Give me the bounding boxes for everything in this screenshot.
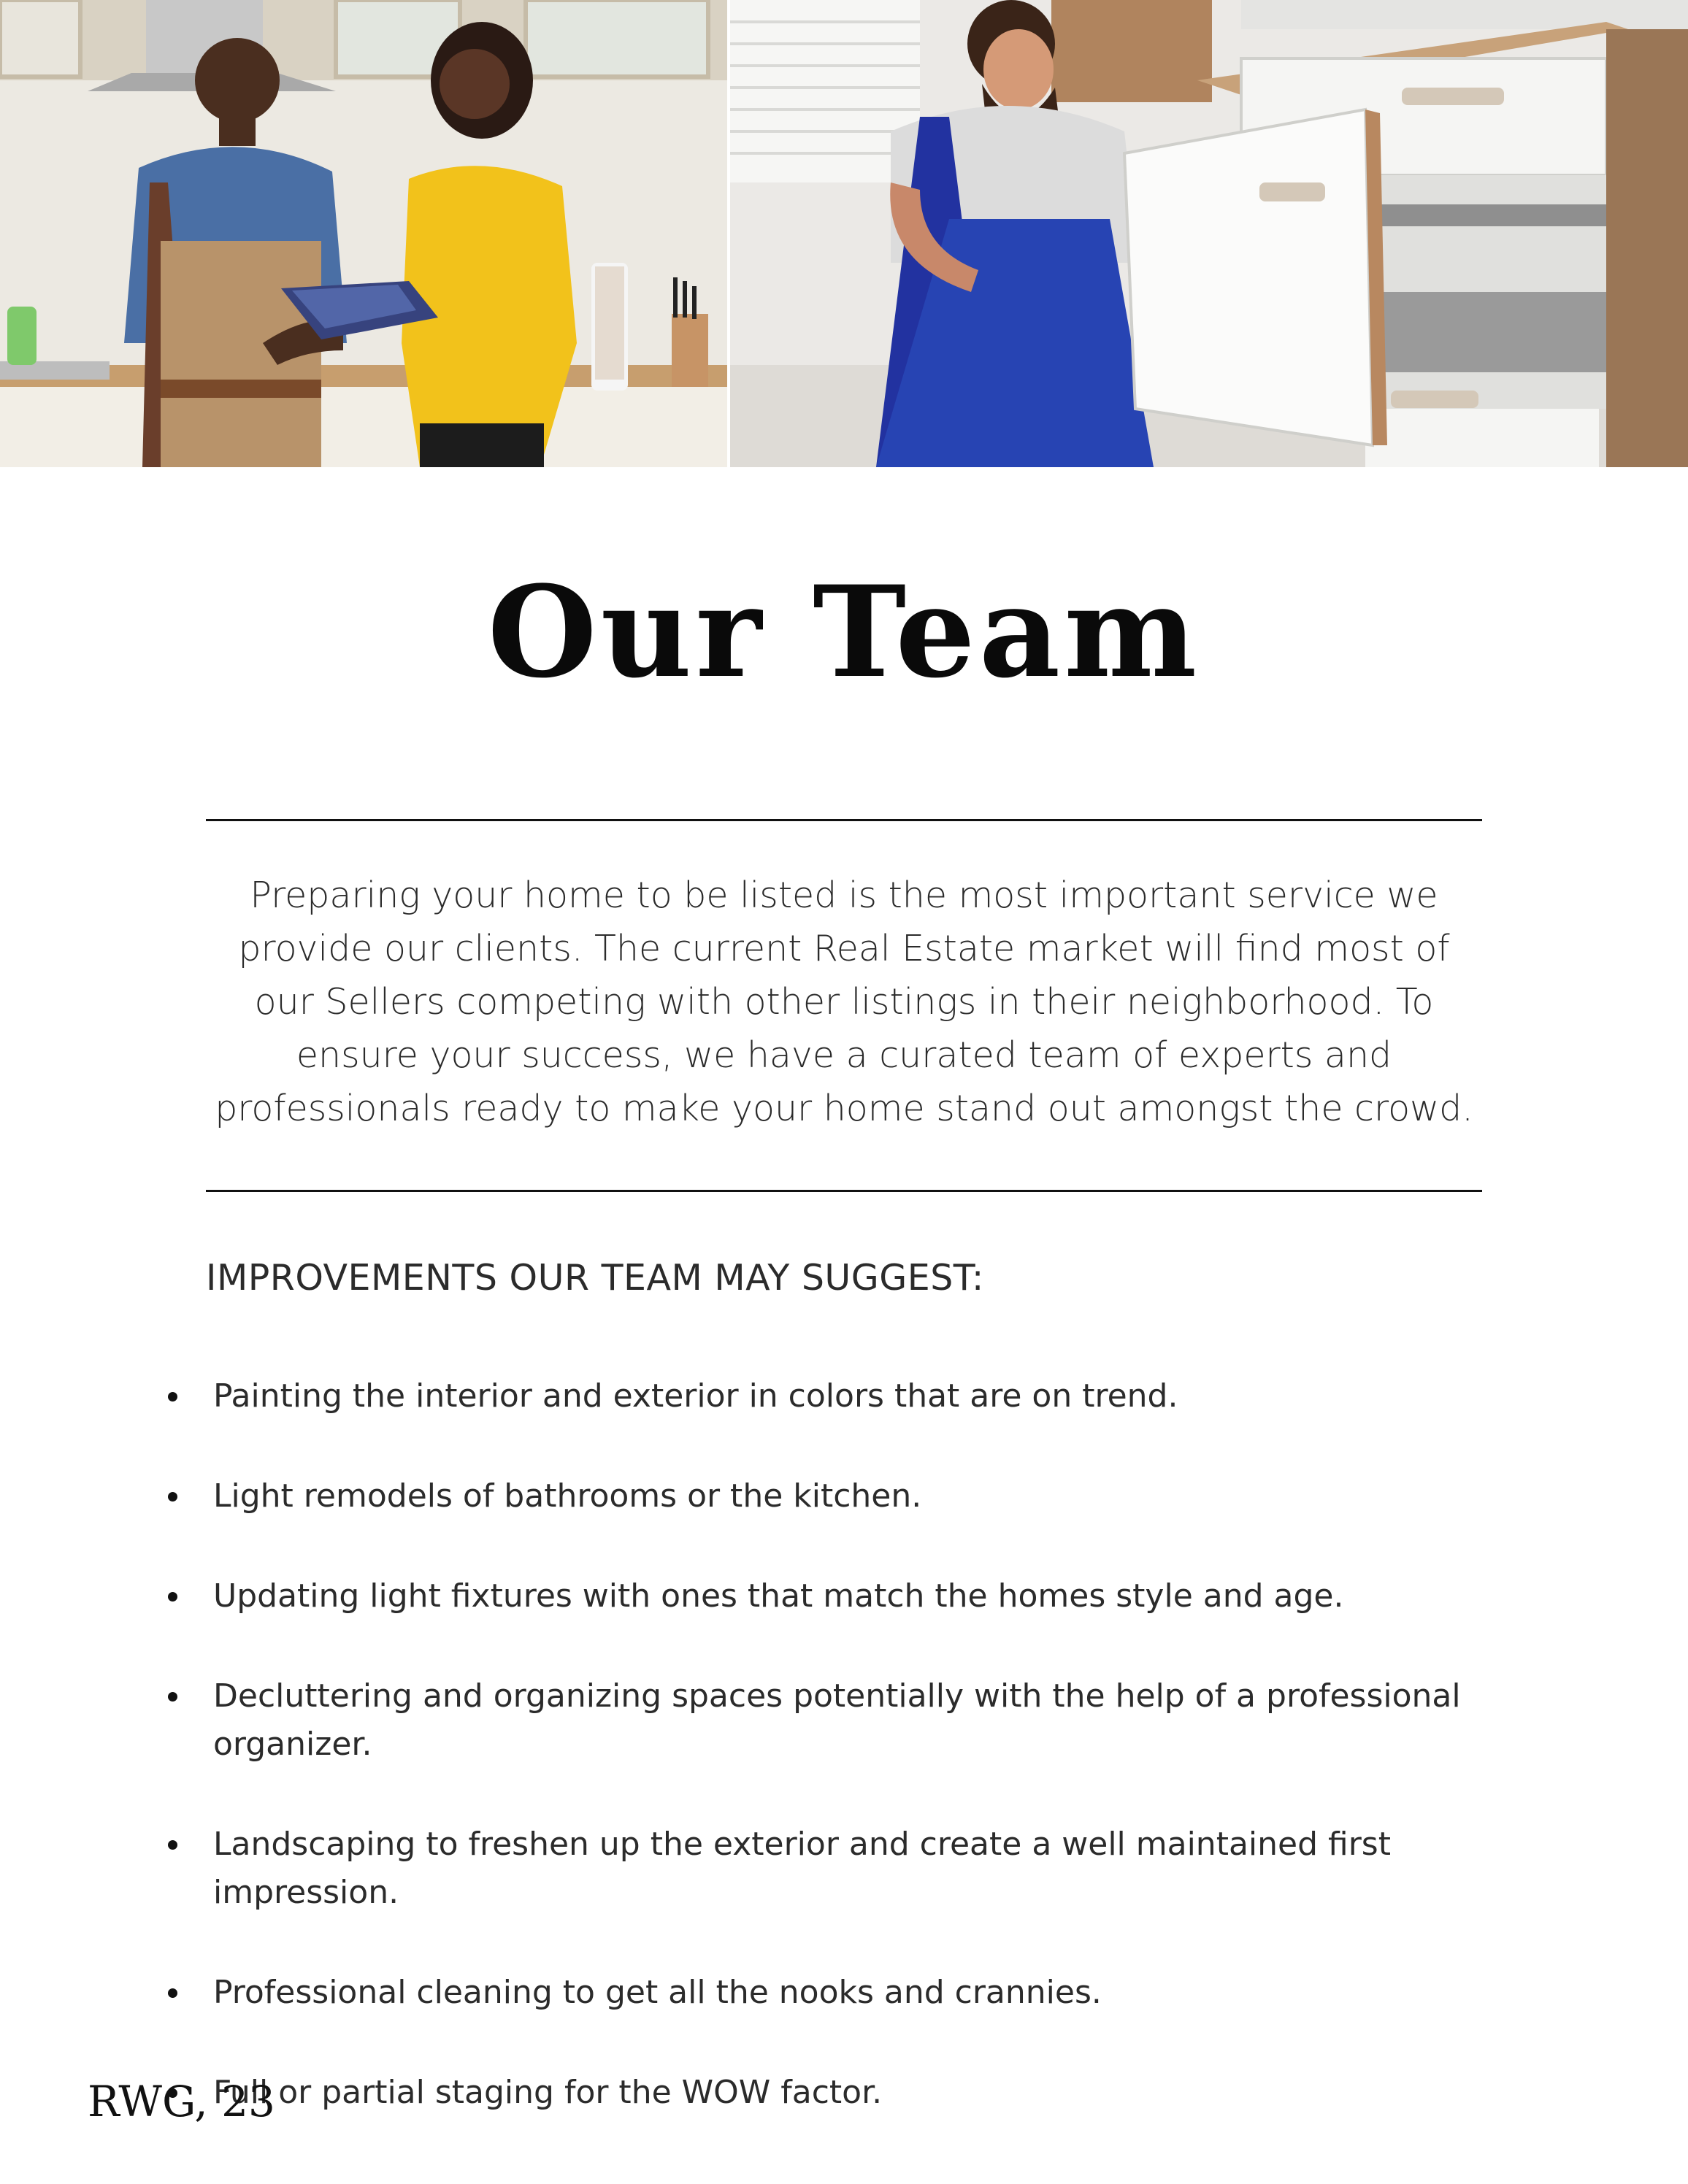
bottom-divider <box>206 1190 1482 1192</box>
list-item-text: Updating light fixtures with ones that match the homes style and age. <box>213 1577 1344 1615</box>
improvements-heading: IMPROVEMENTS OUR TEAM MAY SUGGEST: <box>206 1257 984 1299</box>
intro-paragraph: Preparing your home to be listed is the most important service we provide our clients. The current Real Estate market will find most of our Sellers competing with other listings in their neighborhood. To ensure your success, we have a curated team of experts and professionals ready to make your home stand out amongst the crowd. <box>215 874 1473 1129</box>
list-item-text: Professional cleaning to get all the nooks and crannies. <box>213 1974 1102 2011</box>
improvements-list <box>168 1372 1526 2117</box>
bullet-icon <box>168 1392 177 1401</box>
list-item <box>168 1572 1526 1620</box>
top-divider <box>206 819 1482 821</box>
list-item <box>168 1820 1526 1917</box>
list-item <box>168 1969 1526 2017</box>
bullet-icon <box>168 1840 177 1850</box>
hero-photos <box>0 0 1688 467</box>
list-item <box>168 1672 1526 1769</box>
bullet-icon <box>168 1592 177 1602</box>
bullet-icon <box>168 1692 177 1702</box>
tradesman-installing-drawer-photo <box>730 0 1688 467</box>
list-item <box>168 1372 1526 1420</box>
bullet-icon <box>168 1988 177 1998</box>
page-title: Our Team <box>487 558 1201 706</box>
list-item-text: Full or partial staging for the WOW factor. <box>213 2074 883 2111</box>
tradesman-and-client-kitchen-photo <box>0 0 727 467</box>
list-item-text: Painting the interior and exterior in colors that are on trend. <box>213 1377 1178 1415</box>
list-item-text: Decluttering and organizing spaces potentially with the help of a professional organizer. <box>213 1677 1461 1763</box>
list-item <box>168 1472 1526 1520</box>
list-item <box>168 2069 1526 2117</box>
list-item-text: Landscaping to freshen up the exterior and create a well maintained first impression. <box>213 1826 1391 1911</box>
bullet-icon <box>168 1492 177 1502</box>
page-footer: RWG, 23 <box>88 2077 275 2126</box>
list-item-text: Light remodels of bathrooms or the kitchen. <box>213 1477 922 1515</box>
